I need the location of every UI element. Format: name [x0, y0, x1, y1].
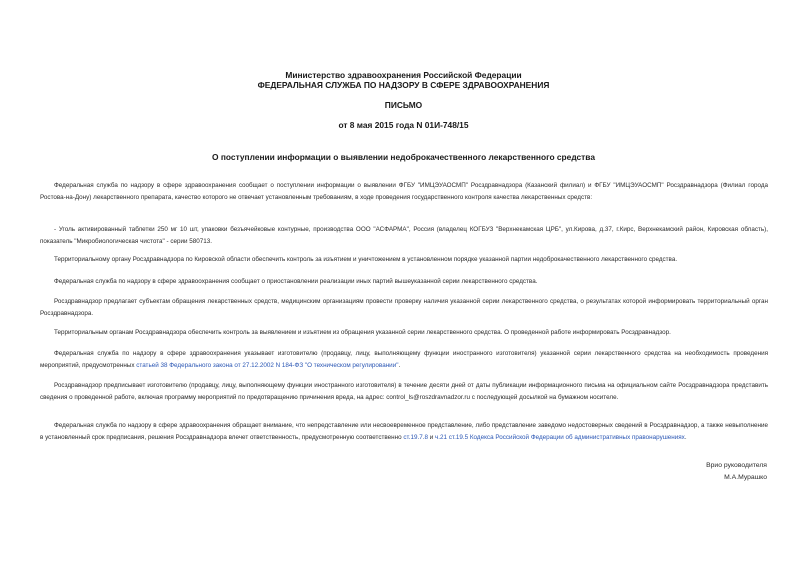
- paragraph-8: Росздравнадзор предписывает изготовителю (продавцу, лицу, выполняющему функции иностранного изготовителя) в течение десяти дней от даты публикации информационного письма на официальном сайте Росздравнадзора представить сведения о проведенной работе, включая программу мероприятий по предотвращению причинения вреда, на адрес: control_ls@roszdravnadzor.ru с последующей досылкой на бумажном носителе.: [40, 382, 768, 401]
- paragraph-7-end: .: [398, 361, 401, 369]
- paragraph-6: Территориальным органам Росздравнадзора обеспечить контроль за выявлением и изъятием из обращения указанной серии лекарственного средства. О проведенной работе информировать Росздравнадзор.: [54, 329, 671, 336]
- paragraph-4: Федеральная служба по надзору в сфере здравоохранения сообщает о приостановлении реализации иных партий вышеуказанной серии лекарственного средства.: [54, 278, 538, 285]
- paragraph-7: [40, 348, 768, 371]
- ministry-title: Министерство здравоохранения Российской Федерации: [285, 70, 522, 80]
- paragraph-1: Федеральная служба по надзору в сфере здравоохранения сообщает о поступлении информации о выявлении ФГБУ "ИМЦЭУАОСМП" Росздравнадзора (Казанский филиал) и ФГБУ "ИМЦЭУАОСМП" Росздравнадзора (Филиал города Ростова-на-Дону) лекарственного препарата, качество которого не отвечает установленным требованиям, в ходе проведения государственного контроля качества лекарственных средств:: [40, 182, 768, 201]
- document-date-number: от 8 мая 2015 года N 01И-748/15: [338, 120, 469, 130]
- signature-name: М.А.Мурашко: [724, 474, 767, 481]
- paragraph-5: Росздравнадзор предлагает субъектам обращения лекарственных средств, медицинским организациям провести проверку наличия указанной серии лекарственного средства, о результатах которой информировать территориальный орган Росздравнадзора.: [40, 298, 768, 317]
- paragraph-9-end: .: [684, 433, 687, 441]
- paragraph-2: - Уголь активированный таблетки 250 мг 10 шт, упаковки безъячейковые контурные, производства ООО "АСФАРМА", Россия (владелец КОГБУЗ "Верхнекамская ЦРБ", ул.Кирова, д.37, г.Кирс, Верхнекамский район, Кировская область), показатель "Микробиологическая чистота" - серии 580713.: [40, 226, 768, 245]
- law-184-fz-link[interactable]: статьей 38 Федерального закона от 27.12.2002 N 184-ФЗ "О техническом регулировании": [136, 361, 399, 369]
- signature-position: Врио руководителя: [706, 462, 767, 469]
- koap-code-link[interactable]: Кодекса Российской Федерации об административных правонарушениях: [469, 433, 685, 441]
- article-19-5-link[interactable]: ч.21 ст.19.5: [435, 433, 469, 441]
- paragraph-3: Территориальному органу Росздравнадзора по Кировской области обеспечить контроль за изъятием и уничтожением в установленном порядке указанной партии недоброкачественного лекарственного средства.: [54, 256, 678, 263]
- paragraph-9-mid: и: [427, 433, 436, 441]
- article-19-7-8-link[interactable]: ст.19.7.8: [403, 433, 428, 441]
- paragraph-9-text: Федеральная служба по надзору в сфере здравоохранения обращает внимание, что непредставление или несвоевременное представление, либо представление заведомо недостоверных сведений в Росздравнадзор, а также невыполнение в установленный срок предписания, решения Росздравнадзора влечет ответственность, предусмотренную соответственно: [40, 422, 768, 441]
- document-subject: О поступлении информации о выявлении недоброкачественного лекарственного средства: [212, 152, 595, 162]
- paragraph-7-text: Федеральная служба по надзору в сфере здравоохранения указывает изготовителю (продавцу, лицу, выполняющему функции иностранного изготовителя) указанной серии лекарственного средства на необходимость проведения мероприятий, предусмотренных: [40, 350, 768, 369]
- document-type: ПИСЬМО: [384, 100, 423, 110]
- paragraph-9: [40, 420, 768, 443]
- service-title: ФЕДЕРАЛЬНАЯ СЛУЖБА ПО НАДЗОРУ В СФЕРЕ ЗДРАВООХРАНЕНИЯ: [257, 80, 550, 90]
